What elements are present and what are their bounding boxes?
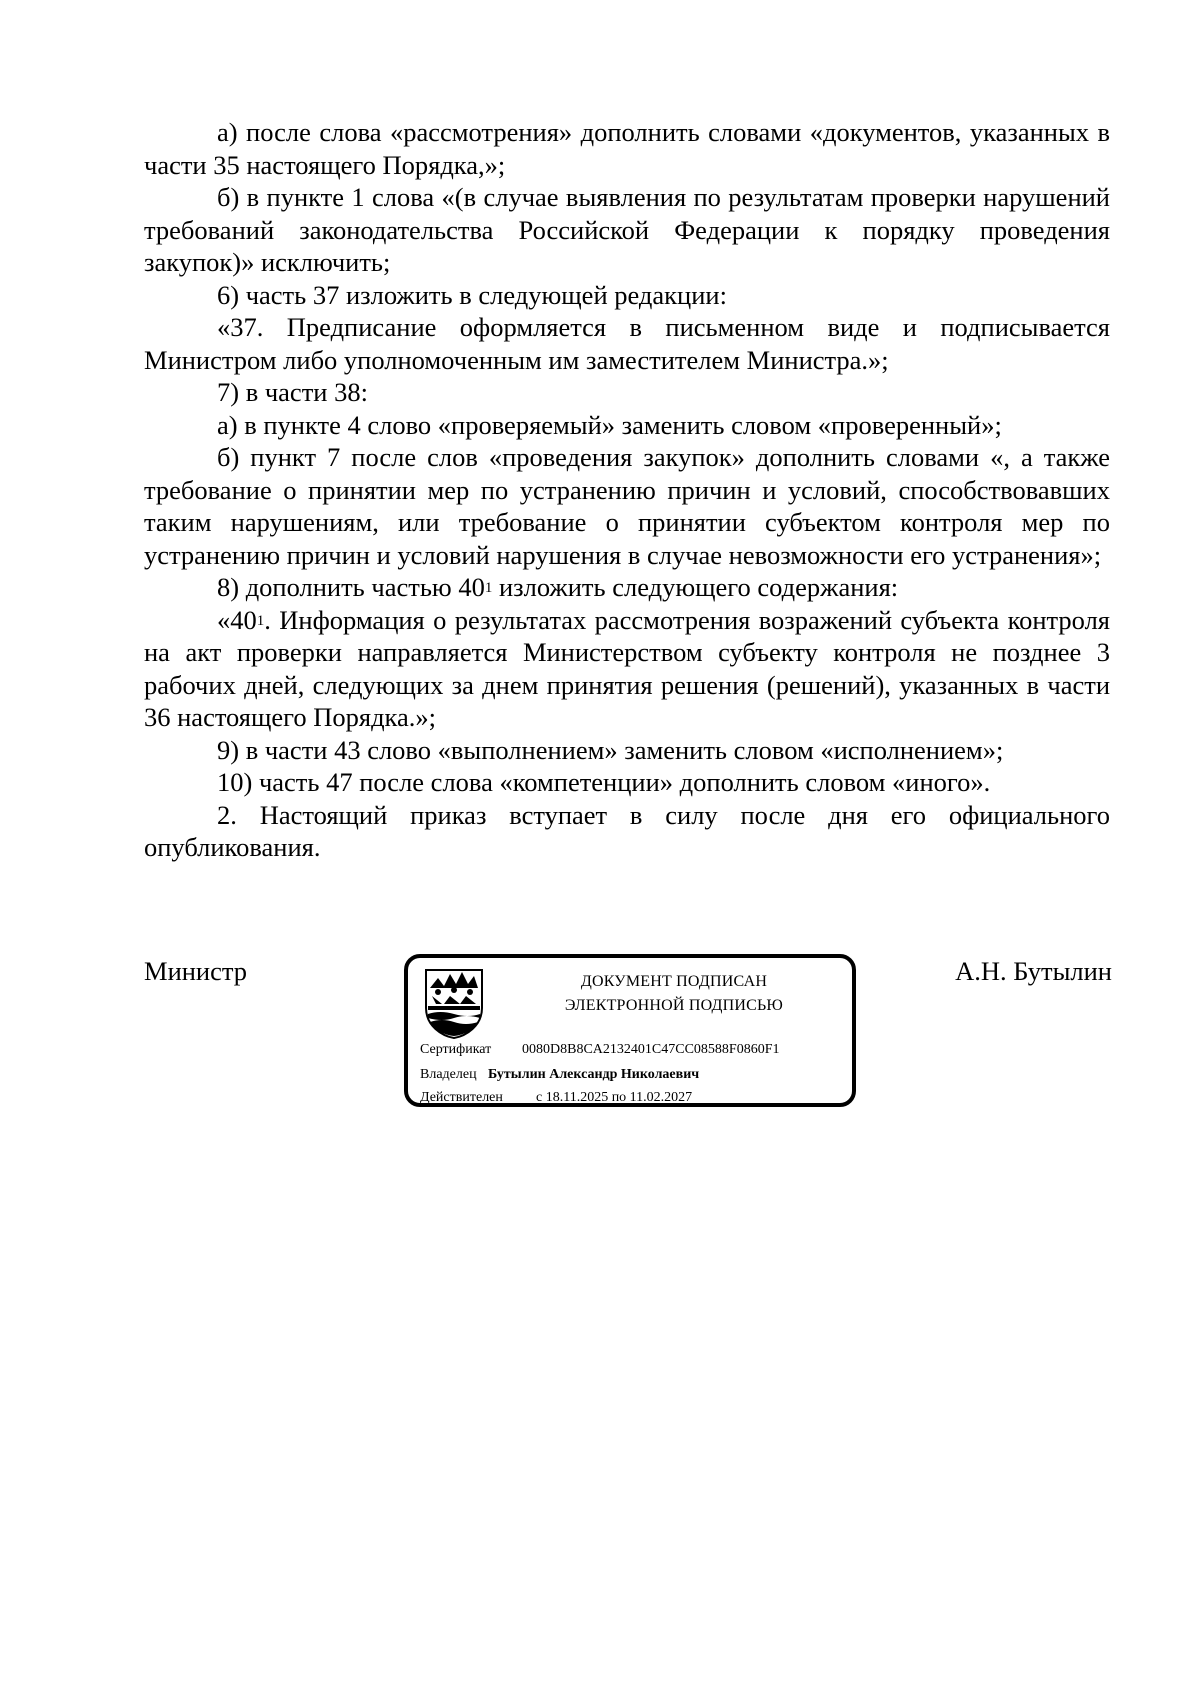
owner-row (420, 1066, 699, 1084)
paragraph-text: 8) дополнить частью 40 (217, 572, 485, 602)
paragraph: 9) в части 43 слово «выполнением» заменить словом «исполнением»; (217, 734, 1004, 765)
superscript: 1 (484, 580, 493, 596)
signer-name: А.Н. Бутылин (955, 956, 1112, 986)
paragraph-text: изложить следующего содержания: (492, 572, 899, 602)
validity-value: с 18.11.2025 по 11.02.2027 (536, 1090, 693, 1105)
validity-row (420, 1089, 692, 1107)
paragraph: 7) в части 38: (217, 377, 368, 407)
signer-position: Министр (144, 956, 248, 986)
regional-emblem-icon (422, 966, 486, 1040)
paragraph (144, 571, 1110, 604)
certificate-row (420, 1041, 779, 1059)
paragraph: 6) часть 37 изложить в следующей редакции: (217, 279, 727, 310)
stamp-title-line: ДОКУМЕНТ ПОДПИСАН (580, 973, 768, 990)
paragraph: б) в пункте 1 слова «(в случае выявления по результатам проверки нарушений требований законодательства Российской Федерации к порядку проведения закупок)» исключить; (144, 182, 1110, 277)
superscript: 1 (256, 612, 265, 629)
owner-value: Бутылин Александр Николаевич (488, 1067, 700, 1082)
paragraph: б) пункт 7 после слов «проведения закупок» дополнить словами «, а также требование о принятии мер по устранению причин и условий, способствовавших таким нарушениям, или требование о принятии субъектом контроля мер по устранению причин и условий нарушения в случае невозможности его устранения»; (144, 442, 1110, 570)
paragraph: 2. Настоящий приказ вступает в силу после дня его официального опубликования. (144, 799, 1110, 862)
stamp-title-line: ЭЛЕКТРОННОЙ ПОДПИСЬЮ (564, 997, 784, 1014)
paragraph-text: . Информация о результатах рассмотрения возражений субъекта контроля на акт проверки направляется Министерством субъекту контроля не позднее 3 рабочих дней, следующих за днем принятия решения (решений), указанных в части 36 настоящего Порядка.»; (144, 604, 1110, 732)
certificate-value: 0080D8B8CA2132401C47CC08588F0860F1 (522, 1042, 780, 1057)
validity-label: Действителен (420, 1090, 503, 1105)
certificate-label: Сертификат (420, 1042, 492, 1057)
paragraph (144, 604, 1110, 734)
document-body (144, 116, 1110, 864)
paragraph: 10) часть 47 после слова «компетенции» дополнить словом «иного». (217, 767, 991, 797)
paragraph: «37. Предписание оформляется в письменном виде и подписывается Министром либо уполномоченным им заместителем Министра.»; (144, 312, 1110, 375)
stamp-title (526, 970, 822, 1018)
paragraph: а) в пункте 4 слово «проверяемый» заменить словом «проверенный»; (217, 409, 1002, 440)
paragraph: а) после слова «рассмотрения» дополнить словами «документов, указанных в части 35 настоящего Порядка,»; (144, 117, 1110, 180)
paragraph-text: «40 (217, 604, 257, 635)
electronic-signature-stamp (404, 954, 856, 1107)
owner-label: Владелец (420, 1067, 477, 1082)
